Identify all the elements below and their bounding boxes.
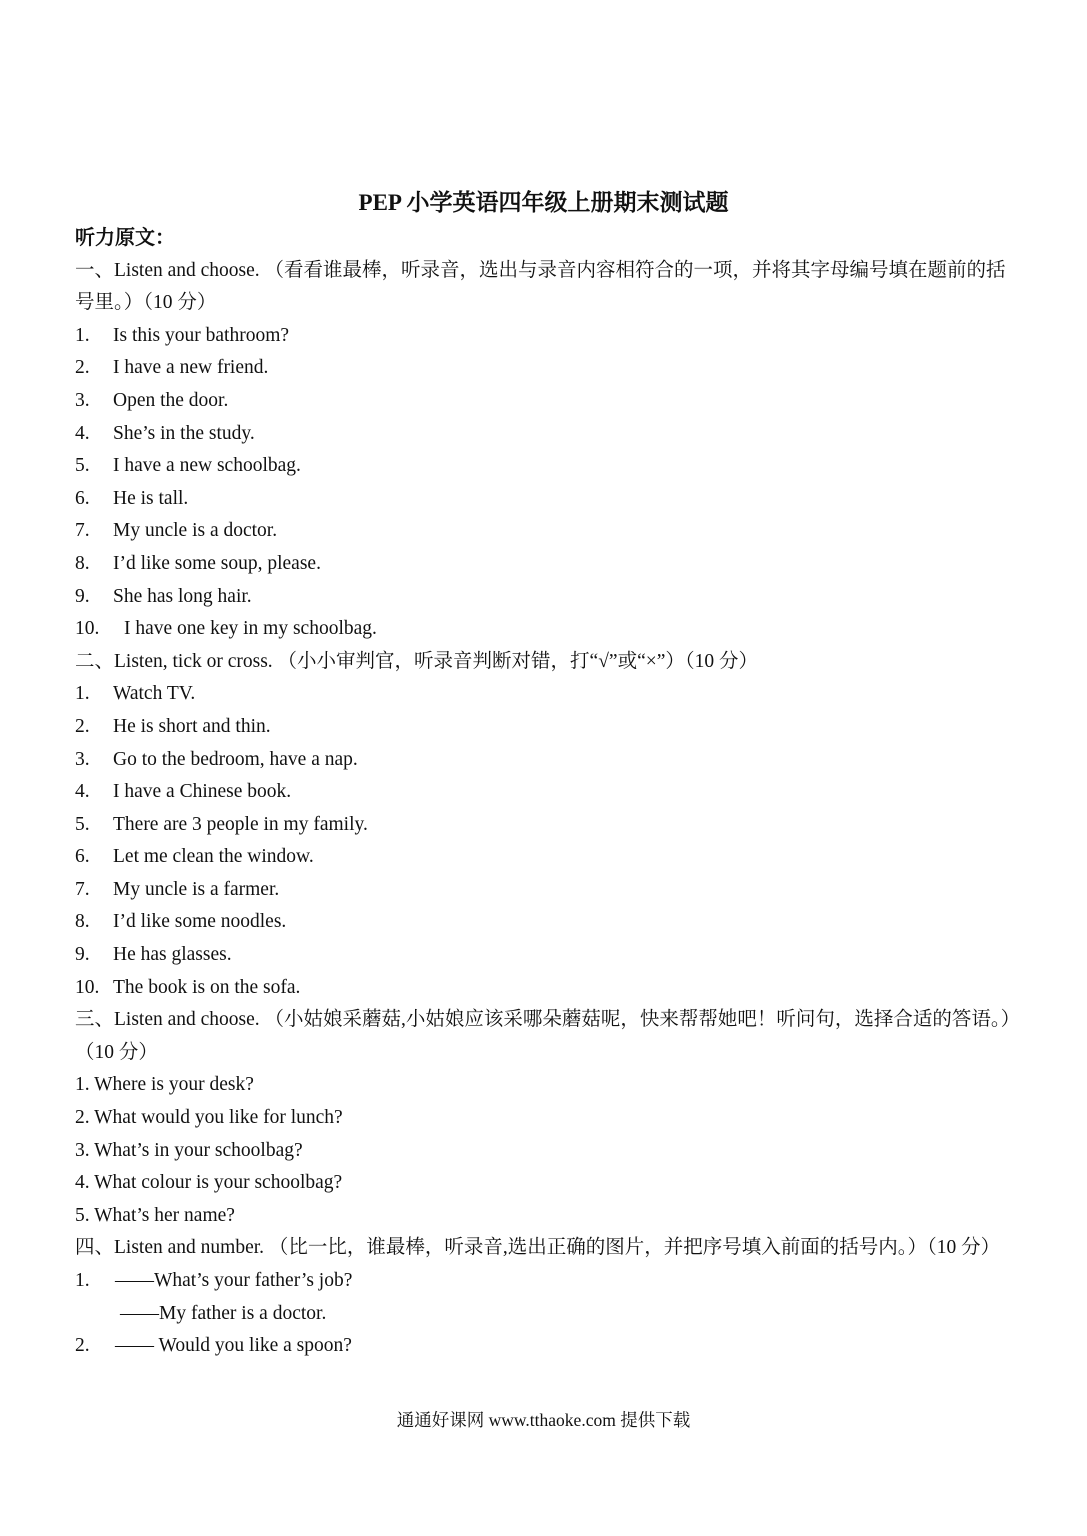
item-text: My uncle is a farmer. xyxy=(113,878,280,900)
item-text: My uncle is a doctor. xyxy=(113,520,278,542)
list-item xyxy=(75,1200,1015,1233)
list-item xyxy=(75,320,1015,353)
item-number: 7. xyxy=(75,520,90,542)
dialogue-line xyxy=(75,1298,1015,1331)
dialogue-dash: —— xyxy=(115,1335,154,1357)
section-4-dialogues xyxy=(75,1265,1015,1363)
item-number: 8. xyxy=(75,911,90,933)
item-text: I have a new friend. xyxy=(113,357,269,379)
section-2-heading: 二、Listen, tick or cross. （小小审判官，听录音判断对错，打“√”或“×”）（10 分） xyxy=(75,650,758,672)
list-item xyxy=(75,809,1015,842)
item-text: Where is your desk? xyxy=(94,1074,254,1096)
item-number: 9. xyxy=(75,944,90,966)
item-text: She’s in the study. xyxy=(113,422,255,444)
item-text: I have one key in my schoolbag. xyxy=(124,618,377,640)
page-title: PEP 小学英语四年级上册期末测试题 xyxy=(358,190,729,215)
item-text: What colour is your schoolbag? xyxy=(94,1172,343,1194)
item-number: 2. xyxy=(75,1335,90,1357)
item-text: Go to the bedroom, have a nap. xyxy=(113,748,358,770)
dialogue-dash: —— xyxy=(115,1270,154,1291)
item-text: He is short and thin. xyxy=(113,715,271,737)
list-item xyxy=(75,1102,1015,1135)
list-item xyxy=(75,418,1015,451)
item-text: The book is on the sofa. xyxy=(113,976,301,998)
item-number: 5. xyxy=(75,455,90,477)
section-4-heading: 四、Listen and number. （比一比，谁最棒，听录音,选出正确的图片，并把序号填入前面的括号内。）（10 分） xyxy=(75,1237,1001,1259)
document-body xyxy=(75,222,1015,1363)
item-number: 4. xyxy=(75,781,90,803)
dialogue-text: My father is a doctor. xyxy=(159,1302,327,1324)
item-text: What would you like for lunch? xyxy=(94,1107,343,1129)
list-item xyxy=(75,613,1015,646)
item-number: 9. xyxy=(75,585,90,607)
dialogue-text: What’s your father’s job? xyxy=(154,1270,353,1291)
item-number: 8. xyxy=(75,552,90,574)
item-number: 5. xyxy=(75,1204,90,1226)
item-number: 3. xyxy=(75,1139,90,1161)
list-item xyxy=(75,841,1015,874)
item-number: 1. xyxy=(75,1270,90,1291)
item-text: I have a Chinese book. xyxy=(113,781,292,803)
section-2-list xyxy=(75,678,1015,1004)
list-item xyxy=(75,515,1015,548)
item-text: I’d like some noodles. xyxy=(113,911,287,933)
list-item xyxy=(75,939,1015,972)
list-item xyxy=(75,906,1015,939)
item-number: 2. xyxy=(75,1107,90,1129)
item-text: Watch TV. xyxy=(113,683,196,705)
item-text: What’s in your schoolbag? xyxy=(94,1139,303,1161)
list-item xyxy=(75,678,1015,711)
item-number: 6. xyxy=(75,846,90,868)
list-item xyxy=(75,450,1015,483)
list-item xyxy=(75,711,1015,744)
item-text: Open the door. xyxy=(113,389,229,411)
item-number: 2. xyxy=(75,357,90,379)
dialogue-line xyxy=(75,1330,1015,1363)
item-text: He has glasses. xyxy=(113,944,232,966)
section-1-heading: 一、Listen and choose. （看看谁最棒，听录音，选出与录音内容相符合的一项，并将其字母编号填在题前的括号里。）（10 分） xyxy=(75,259,1006,314)
section-3-heading: 三、Listen and choose. （小姑娘采蘑菇,小姑娘应该采哪朵蘑菇呢，快来帮帮她吧！听问句，选择合适的答语。）（10 分） xyxy=(75,1009,1011,1063)
item-text: She has long hair. xyxy=(113,585,252,607)
section-1-list xyxy=(75,320,1015,646)
listening-script-heading: 听力原文： xyxy=(75,227,175,249)
item-number: 3. xyxy=(75,748,90,770)
item-number: 3. xyxy=(75,389,90,411)
dialogue-dash: —— xyxy=(120,1302,159,1324)
item-text: What’s her name? xyxy=(94,1204,235,1226)
dialogue-text: Would you like a spoon? xyxy=(154,1335,352,1357)
dialogue-line xyxy=(75,1265,1015,1298)
item-number: 4. xyxy=(75,1172,90,1194)
item-number: 4. xyxy=(75,422,90,444)
item-text: I have a new schoolbag. xyxy=(113,455,301,477)
list-item xyxy=(75,581,1015,614)
list-item xyxy=(75,548,1015,581)
page-footer: 通通好课网 www.tthaoke.com 提供下载 xyxy=(396,1410,691,1430)
list-item xyxy=(75,385,1015,418)
list-item xyxy=(75,483,1015,516)
list-item xyxy=(75,972,1015,1005)
list-item xyxy=(75,744,1015,777)
item-number: 2. xyxy=(75,715,90,737)
item-number: 10. xyxy=(75,618,100,640)
item-text: Let me clean the window. xyxy=(113,846,314,868)
section-3-list xyxy=(75,1069,1015,1232)
list-item xyxy=(75,1135,1015,1168)
list-item xyxy=(75,776,1015,809)
item-text: He is tall. xyxy=(113,487,189,509)
item-number: 1. xyxy=(75,324,90,346)
item-text: There are 3 people in my family. xyxy=(113,813,368,835)
item-text: Is this your bathroom? xyxy=(113,324,290,346)
list-item xyxy=(75,874,1015,907)
item-text: I’d like some soup, please. xyxy=(113,552,321,574)
list-item xyxy=(75,1167,1015,1200)
list-item xyxy=(75,1069,1015,1102)
list-item xyxy=(75,352,1015,385)
item-number: 7. xyxy=(75,878,90,900)
item-number: 1. xyxy=(75,683,90,705)
item-number: 6. xyxy=(75,487,90,509)
item-number: 1. xyxy=(75,1074,90,1096)
item-number: 5. xyxy=(75,813,90,835)
item-number: 10. xyxy=(75,976,100,998)
